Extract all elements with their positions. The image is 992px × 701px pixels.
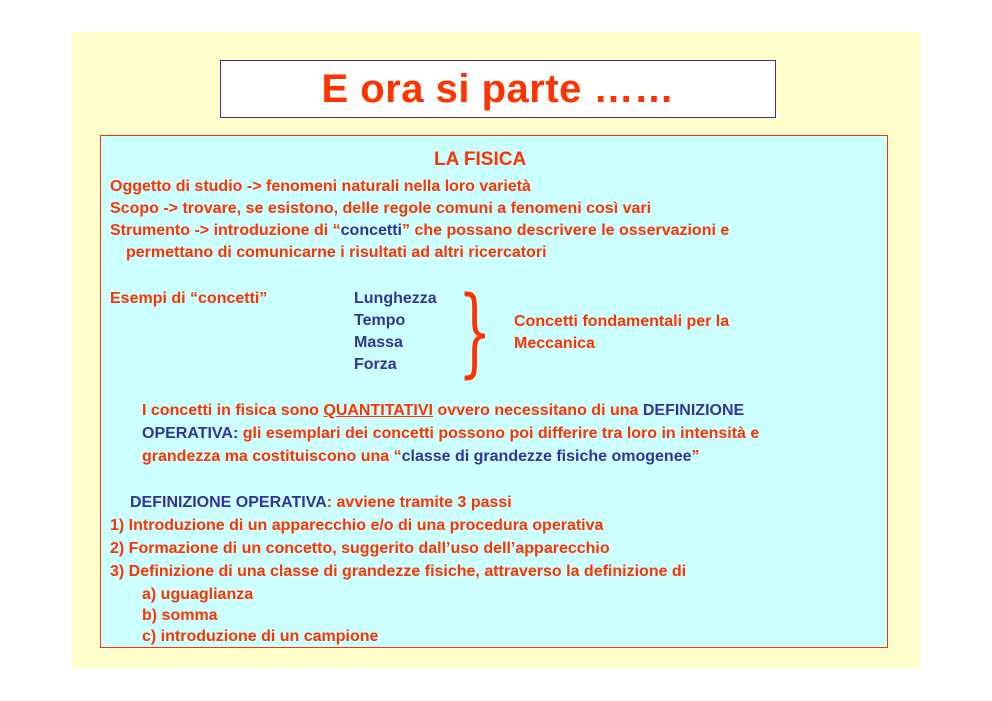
- quant-line3-pre: grandezza ma costituiscono una “: [142, 448, 402, 465]
- quant-line3: [142, 447, 700, 467]
- strumento-concetti: concetti: [340, 222, 402, 239]
- defop-title-red: : avviene tramite 3 passi: [326, 494, 512, 511]
- quant-line3-post: ”: [691, 448, 700, 465]
- slide-title: E ora si parte ……: [321, 66, 675, 111]
- quant-pre: I concetti in fisica sono: [142, 402, 324, 419]
- intro-scopo: Scopo -> trovare, se esistono, delle regole comuni a fenomeni così vari: [110, 200, 652, 217]
- intro-oggetto: Oggetto di studio -> fenomeni naturali nella loro varietà: [110, 178, 531, 195]
- section-heading: LA FISICA: [434, 149, 527, 170]
- defop-substep: a) uguaglianza: [142, 586, 254, 603]
- defop-step: 3) Definizione di una classe di grandezze fisiche, attraverso la definizione di: [110, 563, 687, 580]
- quant-mid: ovvero necessitano di una: [433, 402, 643, 419]
- defop-step: 2) Formazione di un concetto, suggerito dall’uso dell’apparecchio: [110, 540, 610, 557]
- grouping-brace: }: [458, 276, 492, 388]
- example-item: Tempo: [354, 312, 406, 329]
- operativa-word: OPERATIVA:: [142, 425, 239, 442]
- defop-substep: b) somma: [142, 607, 218, 624]
- quant-line2: [142, 424, 759, 444]
- examples-label: Esempi di “concetti”: [110, 290, 268, 307]
- defop-substep: c) introduzione di un campione: [142, 628, 379, 645]
- quant-line2-post: gli esemplari dei concetti possono poi differire tra loro in intensità e: [238, 425, 760, 442]
- examples-note-line2: Meccanica: [514, 335, 595, 352]
- example-item: Massa: [354, 334, 403, 351]
- examples-note-line1: Concetti fondamentali per la: [514, 313, 730, 330]
- example-item: Lunghezza: [354, 290, 437, 307]
- intro-strumento-cont: permettano di comunicarne i risultati ad altri ricercatori: [126, 244, 547, 261]
- quantitativi-word: QUANTITATIVI: [323, 402, 433, 419]
- strumento-pre: Strumento -> introduzione di “: [110, 222, 341, 239]
- definizione-word: DEFINIZIONE: [642, 402, 745, 419]
- title-box: [220, 60, 776, 118]
- defop-step: 1) Introduzione di un apparecchio e/o di una procedura operativa: [110, 517, 604, 534]
- classe-phrase: classe di grandezze fisiche omogenee: [401, 448, 692, 465]
- strumento-post: ” che possano descrivere le osservazioni e: [402, 222, 730, 239]
- defop-title-blue: DEFINIZIONE OPERATIVA: [130, 494, 327, 511]
- defop-title: [130, 493, 512, 513]
- example-item: Forza: [354, 356, 397, 373]
- quant-line1: [142, 401, 744, 421]
- intro-strumento: [110, 221, 729, 241]
